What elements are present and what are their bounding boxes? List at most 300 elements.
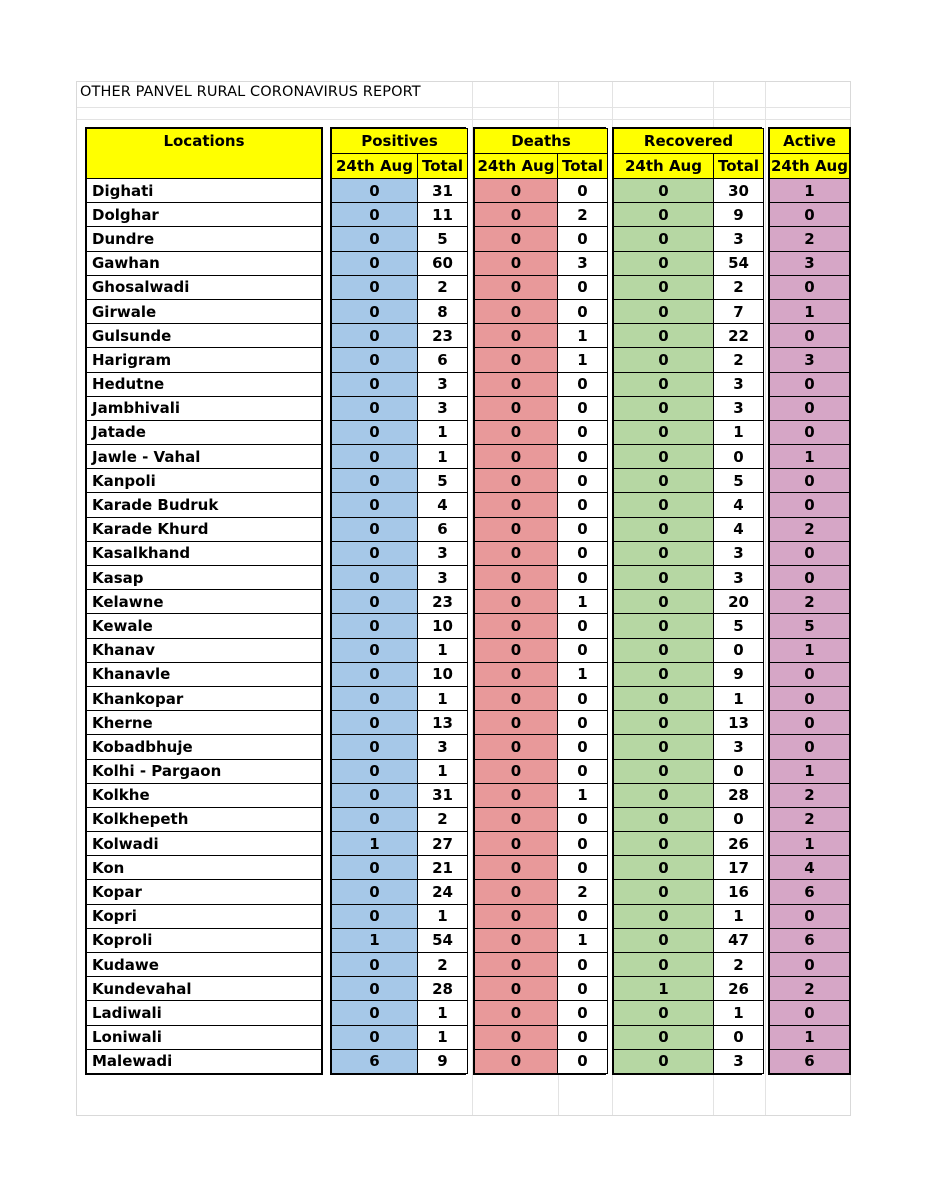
recovered-total-cell: 4	[714, 517, 764, 541]
table-row	[770, 783, 850, 807]
locations-header: Locations	[87, 129, 322, 154]
table-row	[87, 1001, 322, 1025]
positives-total-cell: 1	[418, 445, 468, 469]
deaths-day-cell: 0	[475, 1025, 558, 1049]
positives-day-cell: 0	[332, 735, 418, 759]
table-row	[332, 735, 468, 759]
recovered-day-cell: 0	[614, 445, 714, 469]
deaths-day-cell: 0	[475, 227, 558, 251]
recovered-total-cell: 2	[714, 275, 764, 299]
table-row	[332, 299, 468, 323]
recovered-total-cell: 54	[714, 251, 764, 275]
table-row	[475, 396, 608, 420]
location-name: Harigram	[87, 348, 322, 372]
table-row	[614, 832, 764, 856]
recovered-day-cell: 0	[614, 614, 714, 638]
positives-total-cell: 3	[418, 541, 468, 565]
recovered-day-cell: 0	[614, 517, 714, 541]
deaths-total-cell: 0	[558, 1049, 608, 1073]
deaths-total-cell: 0	[558, 759, 608, 783]
table-row	[332, 928, 468, 952]
table-row	[475, 638, 608, 662]
table-row	[87, 348, 322, 372]
positives-day-cell: 0	[332, 469, 418, 493]
location-name: Dolghar	[87, 203, 322, 227]
recovered-day-cell: 0	[614, 686, 714, 710]
table-row	[770, 275, 850, 299]
table-row	[770, 541, 850, 565]
table-row	[770, 1049, 850, 1073]
recovered-total-cell: 2	[714, 348, 764, 372]
deaths-day-cell: 0	[475, 880, 558, 904]
recovered-total-cell: 0	[714, 807, 764, 831]
deaths-day-cell: 0	[475, 469, 558, 493]
active-cell: 0	[770, 566, 850, 590]
table-row	[770, 735, 850, 759]
recovered-day-cell: 0	[614, 735, 714, 759]
table-row	[770, 251, 850, 275]
table-row	[770, 324, 850, 348]
table-row	[770, 420, 850, 444]
positives-total-cell: 60	[418, 251, 468, 275]
table-row	[87, 614, 322, 638]
active-cell: 0	[770, 1001, 850, 1025]
deaths-day-cell: 0	[475, 517, 558, 541]
table-row	[332, 614, 468, 638]
table-row	[770, 953, 850, 977]
table-row	[614, 348, 764, 372]
positives-columns	[330, 127, 466, 1075]
active-cell: 1	[770, 759, 850, 783]
location-name: Kasalkhand	[87, 541, 322, 565]
table-row	[87, 541, 322, 565]
positives-total-cell: 6	[418, 348, 468, 372]
recovered-day-cell: 0	[614, 880, 714, 904]
deaths-total-cell: 0	[558, 179, 608, 203]
recovered-total-cell: 5	[714, 614, 764, 638]
table-row	[770, 445, 850, 469]
table-row	[87, 856, 322, 880]
positives-day-cell: 0	[332, 807, 418, 831]
table-row	[614, 590, 764, 614]
recovered-total-cell: 3	[714, 227, 764, 251]
deaths-columns	[473, 127, 606, 1075]
table-row	[614, 566, 764, 590]
positives-total-cell: 31	[418, 783, 468, 807]
recovered-day-cell: 0	[614, 662, 714, 686]
active-column	[768, 127, 851, 1075]
table-row	[475, 735, 608, 759]
table-row	[332, 1025, 468, 1049]
table-row	[332, 759, 468, 783]
table-row	[614, 880, 764, 904]
table-row	[770, 396, 850, 420]
table-row	[614, 541, 764, 565]
active-cell: 6	[770, 928, 850, 952]
positives-day-cell: 0	[332, 1001, 418, 1025]
positives-total-cell: 24	[418, 880, 468, 904]
table-row	[614, 420, 764, 444]
deaths-total-cell: 1	[558, 928, 608, 952]
table-row	[475, 1025, 608, 1049]
table-row	[332, 179, 468, 203]
positives-day-cell: 0	[332, 662, 418, 686]
location-name: Kobadbhuje	[87, 735, 322, 759]
table-row	[87, 904, 322, 928]
deaths-day-cell: 0	[475, 1049, 558, 1073]
deaths-day-cell: 0	[475, 566, 558, 590]
active-cell: 0	[770, 541, 850, 565]
recovered-total-cell: 0	[714, 759, 764, 783]
table-row	[475, 324, 608, 348]
table-row	[87, 324, 322, 348]
recovered-total-cell: 9	[714, 203, 764, 227]
recovered-day-cell: 0	[614, 928, 714, 952]
active-cell: 1	[770, 445, 850, 469]
recovered-day-cell: 0	[614, 227, 714, 251]
positives-total-cell: 3	[418, 566, 468, 590]
positives-total-cell: 21	[418, 856, 468, 880]
deaths-total-cell: 0	[558, 1001, 608, 1025]
active-cell: 0	[770, 493, 850, 517]
table-row	[87, 590, 322, 614]
recovered-total-cell: 17	[714, 856, 764, 880]
deaths-total-cell: 0	[558, 566, 608, 590]
table-row	[475, 953, 608, 977]
table-row	[87, 711, 322, 735]
positives-day-cell: 0	[332, 396, 418, 420]
positives-day-cell: 0	[332, 324, 418, 348]
recovered-day-cell: 0	[614, 493, 714, 517]
positives-day-cell: 1	[332, 928, 418, 952]
recovered-total-cell: 26	[714, 832, 764, 856]
positives-day-cell: 0	[332, 711, 418, 735]
recovered-day-cell: 0	[614, 275, 714, 299]
positives-day-cell: 0	[332, 275, 418, 299]
table-row	[614, 469, 764, 493]
locations-column	[85, 127, 323, 1075]
table-row	[87, 179, 322, 203]
recovered-total-cell: 3	[714, 541, 764, 565]
table-row	[475, 856, 608, 880]
recovered-total-cell: 30	[714, 179, 764, 203]
table-row	[475, 299, 608, 323]
active-cell: 0	[770, 686, 850, 710]
location-name: Koproli	[87, 928, 322, 952]
table-row	[475, 420, 608, 444]
recovered-total-cell: 0	[714, 1025, 764, 1049]
recovered-day-cell: 0	[614, 420, 714, 444]
table-row	[770, 517, 850, 541]
table-row	[87, 807, 322, 831]
table-row	[87, 469, 322, 493]
active-cell: 3	[770, 251, 850, 275]
active-cell: 0	[770, 396, 850, 420]
location-name: Dundre	[87, 227, 322, 251]
active-cell: 0	[770, 953, 850, 977]
positives-day-cell: 0	[332, 686, 418, 710]
positives-day-cell: 0	[332, 420, 418, 444]
deaths-total-cell: 0	[558, 445, 608, 469]
table-row	[614, 1049, 764, 1073]
deaths-total-cell: 0	[558, 493, 608, 517]
table-row	[332, 1001, 468, 1025]
locations-header-blank	[87, 154, 322, 179]
location-name: Jatade	[87, 420, 322, 444]
deaths-day-cell: 0	[475, 493, 558, 517]
positives-day-cell: 0	[332, 856, 418, 880]
location-name: Karade Budruk	[87, 493, 322, 517]
table-row	[332, 686, 468, 710]
deaths-day-cell: 0	[475, 638, 558, 662]
active-cell: 1	[770, 638, 850, 662]
deaths-day-cell: 0	[475, 856, 558, 880]
deaths-total-cell: 0	[558, 227, 608, 251]
positives-day-cell: 0	[332, 953, 418, 977]
recovered-total-cell: 7	[714, 299, 764, 323]
table-row	[770, 904, 850, 928]
table-row	[770, 686, 850, 710]
location-name: Jambhivali	[87, 396, 322, 420]
active-cell: 6	[770, 880, 850, 904]
positives-total-cell: 31	[418, 179, 468, 203]
location-name: Khankopar	[87, 686, 322, 710]
recovered-day-cell: 0	[614, 348, 714, 372]
active-cell: 5	[770, 614, 850, 638]
recovered-total-cell: 22	[714, 324, 764, 348]
table-row	[770, 179, 850, 203]
table-row	[332, 324, 468, 348]
recovered-day-cell: 0	[614, 638, 714, 662]
recovered-day-cell: 0	[614, 856, 714, 880]
positives-total-cell: 3	[418, 396, 468, 420]
positives-day-cell: 0	[332, 904, 418, 928]
deaths-total-cell: 0	[558, 686, 608, 710]
table-row	[614, 299, 764, 323]
deaths-day-cell: 0	[475, 807, 558, 831]
table-row	[475, 1001, 608, 1025]
recovered-day-cell: 0	[614, 832, 714, 856]
table-row	[87, 928, 322, 952]
location-name: Kon	[87, 856, 322, 880]
positives-total-cell: 28	[418, 977, 468, 1001]
deaths-total-cell: 0	[558, 517, 608, 541]
active-date-header: 24th Aug	[770, 154, 850, 179]
deaths-total-cell: 0	[558, 711, 608, 735]
table-row	[614, 807, 764, 831]
table-row	[87, 953, 322, 977]
deaths-day-cell: 0	[475, 686, 558, 710]
table-row	[87, 566, 322, 590]
table-row	[332, 275, 468, 299]
table-row	[332, 1049, 468, 1073]
deaths-total-cell: 0	[558, 372, 608, 396]
deaths-total-cell: 0	[558, 420, 608, 444]
positives-day-cell: 1	[332, 832, 418, 856]
deaths-total-cell: 0	[558, 1025, 608, 1049]
table-row	[770, 348, 850, 372]
active-cell: 6	[770, 1049, 850, 1073]
recovered-day-cell: 0	[614, 372, 714, 396]
positives-day-cell: 0	[332, 372, 418, 396]
recovered-total-cell: 3	[714, 735, 764, 759]
recovered-columns	[612, 127, 762, 1075]
location-name: Ghosalwadi	[87, 275, 322, 299]
positives-day-cell: 0	[332, 566, 418, 590]
table-row	[332, 783, 468, 807]
table-row	[475, 711, 608, 735]
recovered-day-cell: 0	[614, 904, 714, 928]
table-row	[614, 227, 764, 251]
active-cell: 0	[770, 735, 850, 759]
positives-total-cell: 2	[418, 953, 468, 977]
positives-day-cell: 0	[332, 493, 418, 517]
table-row	[332, 372, 468, 396]
table-row	[475, 227, 608, 251]
active-cell: 0	[770, 203, 850, 227]
table-row	[87, 783, 322, 807]
table-row	[475, 686, 608, 710]
recovered-day-cell: 1	[614, 977, 714, 1001]
deaths-day-cell: 0	[475, 735, 558, 759]
positives-day-cell: 0	[332, 517, 418, 541]
table-row	[770, 566, 850, 590]
table-row	[614, 445, 764, 469]
table-row	[475, 977, 608, 1001]
recovered-total-cell: 9	[714, 662, 764, 686]
deaths-day-cell: 0	[475, 711, 558, 735]
deaths-total-cell: 1	[558, 662, 608, 686]
table-row	[332, 420, 468, 444]
positives-total-cell: 1	[418, 420, 468, 444]
table-row	[475, 783, 608, 807]
active-cell: 0	[770, 275, 850, 299]
active-cell: 2	[770, 977, 850, 1001]
deaths-total-cell: 1	[558, 783, 608, 807]
active-cell: 2	[770, 590, 850, 614]
table-row	[475, 662, 608, 686]
location-name: Kewale	[87, 614, 322, 638]
table-row	[475, 348, 608, 372]
table-row	[770, 227, 850, 251]
recovered-total-cell: 13	[714, 711, 764, 735]
table-row	[614, 686, 764, 710]
location-name: Malewadi	[87, 1049, 322, 1073]
table-row	[770, 856, 850, 880]
location-name: Kolhi - Pargaon	[87, 759, 322, 783]
deaths-day-cell: 0	[475, 348, 558, 372]
table-row	[614, 662, 764, 686]
recovered-total-cell: 1	[714, 686, 764, 710]
table-row	[87, 493, 322, 517]
table-row	[475, 904, 608, 928]
deaths-header: Deaths	[475, 129, 608, 154]
table-row	[87, 1049, 322, 1073]
recovered-day-cell: 0	[614, 179, 714, 203]
deaths-total-cell: 0	[558, 299, 608, 323]
recovered-day-cell: 0	[614, 1049, 714, 1073]
deaths-day-cell: 0	[475, 324, 558, 348]
table-row	[332, 541, 468, 565]
table-row	[332, 832, 468, 856]
table-row	[770, 880, 850, 904]
recovered-day-cell: 0	[614, 541, 714, 565]
positives-day-cell: 0	[332, 638, 418, 662]
table-row	[87, 251, 322, 275]
table-row	[475, 880, 608, 904]
table-row	[770, 590, 850, 614]
positives-day-cell: 0	[332, 614, 418, 638]
recovered-total-cell: 47	[714, 928, 764, 952]
recovered-total-cell: 1	[714, 904, 764, 928]
positives-day-cell: 0	[332, 783, 418, 807]
table-row	[332, 662, 468, 686]
deaths-day-cell: 0	[475, 1001, 558, 1025]
positives-total-cell: 10	[418, 614, 468, 638]
location-name: Kopar	[87, 880, 322, 904]
table-row	[332, 396, 468, 420]
table-row	[332, 566, 468, 590]
location-name: Girwale	[87, 299, 322, 323]
deaths-date-header: 24th Aug	[475, 154, 558, 179]
table-row	[614, 324, 764, 348]
table-row	[332, 807, 468, 831]
table-row	[770, 638, 850, 662]
deaths-day-cell: 0	[475, 590, 558, 614]
table-row	[475, 541, 608, 565]
recovered-day-cell: 0	[614, 807, 714, 831]
table-row	[770, 977, 850, 1001]
positives-total-cell: 2	[418, 807, 468, 831]
recovered-day-cell: 0	[614, 566, 714, 590]
table-row	[614, 493, 764, 517]
recovered-total-cell: 1	[714, 420, 764, 444]
table-row	[475, 1049, 608, 1073]
table-row	[475, 372, 608, 396]
deaths-total-header: Total	[558, 154, 608, 179]
recovered-total-cell: 4	[714, 493, 764, 517]
location-name: Kolkhe	[87, 783, 322, 807]
table-row	[87, 275, 322, 299]
active-cell: 2	[770, 783, 850, 807]
table-row	[475, 251, 608, 275]
location-name: Kasap	[87, 566, 322, 590]
positives-day-cell: 0	[332, 348, 418, 372]
table-row	[614, 251, 764, 275]
recovered-total-cell: 2	[714, 953, 764, 977]
deaths-total-cell: 0	[558, 832, 608, 856]
table-row	[475, 179, 608, 203]
recovered-day-cell: 0	[614, 396, 714, 420]
deaths-day-cell: 0	[475, 420, 558, 444]
active-cell: 1	[770, 1025, 850, 1049]
table-row	[475, 759, 608, 783]
table-row	[87, 445, 322, 469]
deaths-total-cell: 0	[558, 735, 608, 759]
active-cell: 0	[770, 469, 850, 493]
deaths-day-cell: 0	[475, 203, 558, 227]
positives-total-cell: 1	[418, 904, 468, 928]
table-row	[332, 203, 468, 227]
deaths-total-cell: 3	[558, 251, 608, 275]
table-row	[614, 1025, 764, 1049]
location-name: Khanav	[87, 638, 322, 662]
table-row	[332, 977, 468, 1001]
recovered-day-cell: 0	[614, 203, 714, 227]
recovered-header: Recovered	[614, 129, 764, 154]
table-row	[332, 227, 468, 251]
recovered-total-cell: 3	[714, 566, 764, 590]
